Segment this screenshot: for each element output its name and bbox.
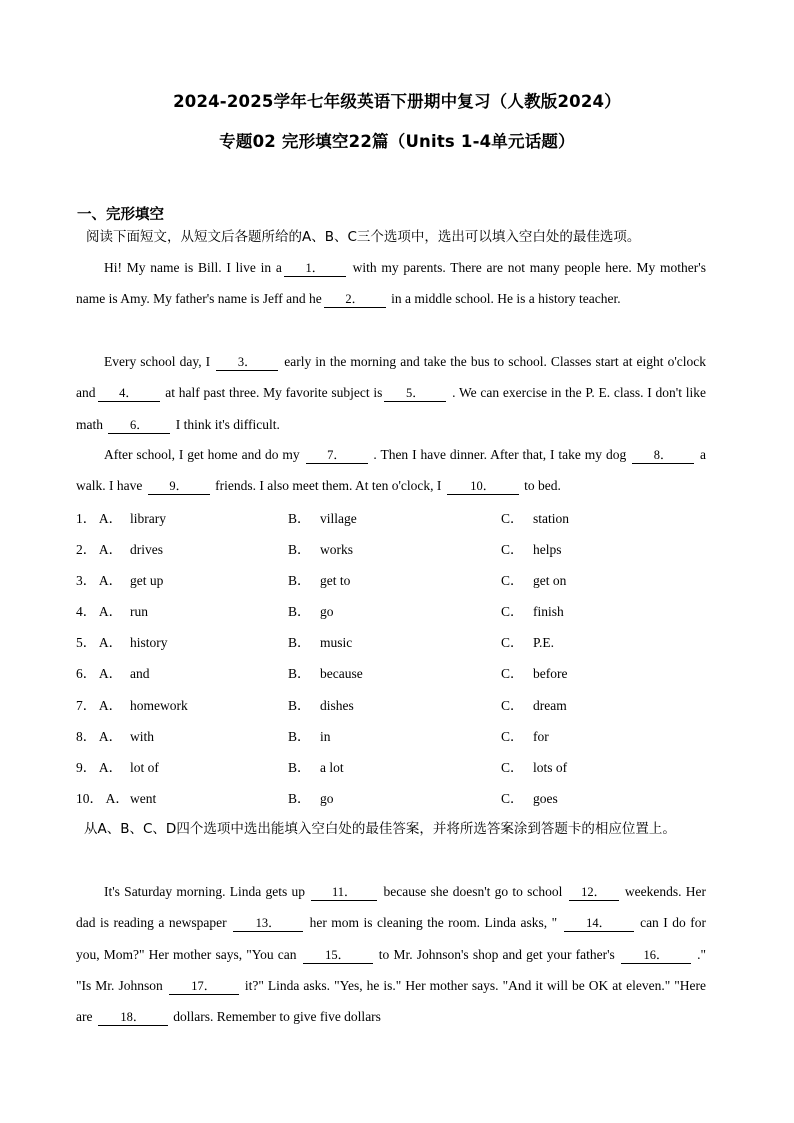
answer-blank[interactable]: 9． bbox=[148, 478, 210, 495]
answer-blank[interactable]: 17． bbox=[169, 978, 239, 995]
question-row bbox=[76, 534, 716, 565]
answer-blank[interactable]: 11． bbox=[311, 884, 377, 901]
question-row bbox=[76, 596, 716, 627]
question-number: 4． A． bbox=[76, 604, 123, 620]
passage-text: a walk. I have bbox=[76, 447, 706, 494]
option-b[interactable]: works bbox=[320, 542, 353, 558]
answer-blank[interactable]: 6． bbox=[108, 417, 170, 434]
passage-text: at half past three. My favorite subject is bbox=[161, 385, 383, 401]
page-subtitle: 专题02 完形填空22篇（Units 1-4单元话题） bbox=[219, 132, 575, 151]
passage-text: It's Saturday morning. Linda gets up bbox=[104, 884, 310, 899]
option-letter: C． bbox=[501, 666, 524, 682]
passage-text: early in the morning and take the bus to school. Classes start at eight o'clock and bbox=[76, 354, 707, 401]
passage-text: to Mr. Johnson's shop and get your father's bbox=[374, 946, 619, 962]
option-b[interactable]: go bbox=[320, 604, 334, 620]
option-b[interactable]: village bbox=[320, 511, 357, 526]
passage-text: Every school day, I bbox=[104, 354, 215, 369]
instruction-text: 从A、B、C、D四个选项中选出能填入空白处的最佳答案，并将所选答案涂到答题卡的相应位置上。 bbox=[84, 821, 676, 837]
passage-paragraph bbox=[76, 876, 706, 1032]
option-letter: C． bbox=[501, 542, 524, 558]
option-letter: C． bbox=[501, 697, 524, 713]
option-letter: B． bbox=[288, 573, 311, 589]
option-letter: B． bbox=[288, 635, 311, 651]
option-letter: C． bbox=[501, 511, 524, 526]
question-row bbox=[76, 565, 716, 596]
option-letter: B． bbox=[288, 728, 311, 744]
option-a[interactable]: went bbox=[130, 790, 157, 806]
answer-blank[interactable]: 2． bbox=[324, 291, 386, 308]
question-number: 1． A． bbox=[76, 511, 123, 526]
answer-blank[interactable]: 16． bbox=[621, 947, 691, 964]
option-letter: C． bbox=[501, 790, 524, 806]
passage-text: . We can exercise in the P. E. class. I don't like math bbox=[76, 385, 706, 432]
option-a[interactable]: get up bbox=[130, 573, 164, 589]
option-c[interactable]: get on bbox=[533, 573, 567, 589]
passage-text: friends. I also meet them. At ten o'clock, I bbox=[211, 478, 445, 494]
option-a[interactable]: lot of bbox=[130, 759, 159, 775]
option-c[interactable]: lots of bbox=[533, 759, 568, 775]
option-letter: C． bbox=[501, 759, 524, 775]
option-letter: B． bbox=[288, 511, 311, 526]
option-c[interactable]: goes bbox=[533, 790, 558, 806]
answer-blank[interactable]: 10． bbox=[447, 478, 519, 495]
passage-text: Hi! My name is Bill. I live in a bbox=[104, 260, 282, 275]
question-row bbox=[76, 721, 716, 752]
option-c[interactable]: before bbox=[533, 666, 568, 682]
question-options bbox=[76, 503, 716, 814]
passage-text: After school, I get home and do my bbox=[104, 447, 304, 462]
passage-text: to bed. bbox=[520, 478, 561, 494]
option-b[interactable]: get to bbox=[320, 573, 351, 589]
option-letter: B． bbox=[288, 542, 311, 558]
option-c[interactable]: P.E. bbox=[533, 635, 555, 651]
question-row bbox=[76, 658, 716, 689]
question-number: 9． A． bbox=[76, 759, 123, 775]
answer-blank[interactable]: 1． bbox=[284, 260, 346, 277]
passage-text: with my parents. There are not many people here. My mother's name is Amy. My father's name is Jeff and he bbox=[76, 260, 706, 307]
page-title: 2024-2025学年七年级英语下册期中复习（人教版2024） bbox=[173, 92, 621, 111]
option-letter: B． bbox=[288, 604, 311, 620]
option-a[interactable]: history bbox=[130, 635, 168, 651]
passage-paragraph bbox=[76, 346, 706, 440]
option-a[interactable]: with bbox=[130, 728, 155, 744]
option-b[interactable]: dishes bbox=[320, 697, 354, 713]
passage-text: ." "Is Mr. Johnson bbox=[76, 946, 706, 993]
option-letter: B． bbox=[288, 790, 311, 806]
option-a[interactable]: and bbox=[130, 666, 150, 682]
option-b[interactable]: because bbox=[320, 666, 363, 682]
passage-text: can I do for you, Mom?" Her mother says, "You can bbox=[76, 915, 706, 962]
passage-text: . Then I have dinner. After that, I take my dog bbox=[369, 447, 631, 462]
passage-paragraph bbox=[76, 439, 706, 502]
option-c[interactable]: station bbox=[533, 511, 569, 526]
option-letter: B． bbox=[288, 666, 311, 682]
passage-text: her mom is cleaning the room. Linda asks, " bbox=[305, 915, 562, 931]
option-letter: C． bbox=[501, 635, 524, 651]
option-c[interactable]: helps bbox=[533, 542, 562, 558]
question-number: 5． A． bbox=[76, 635, 123, 651]
question-row bbox=[76, 690, 716, 721]
question-number: 8． A． bbox=[76, 728, 123, 744]
option-letter: B． bbox=[288, 759, 311, 775]
question-row bbox=[76, 783, 716, 814]
instruction-text: 阅读下面短文，从短文后各题所给的A、B、C三个选项中，选出可以填入空白处的最佳选项。 bbox=[86, 229, 641, 245]
answer-blank[interactable]: 5． bbox=[384, 385, 446, 402]
passage-text: because she doesn't go to school bbox=[379, 884, 567, 899]
option-c[interactable]: dream bbox=[533, 697, 567, 713]
passage-text: I think it's difficult. bbox=[172, 416, 280, 432]
option-b[interactable]: music bbox=[320, 635, 353, 651]
answer-blank[interactable]: 3． bbox=[216, 354, 278, 371]
passage-text: it?" Linda asks. "Yes, he is." Her mother says. "And it will be OK at eleven." "Here are bbox=[76, 977, 706, 1025]
question-number: 6． A． bbox=[76, 666, 123, 682]
question-row bbox=[76, 752, 716, 783]
option-c[interactable]: for bbox=[533, 728, 549, 744]
option-a[interactable]: drives bbox=[130, 542, 163, 558]
question-number: 7． A． bbox=[76, 697, 123, 713]
section-heading: 一、完形填空 bbox=[77, 207, 164, 223]
question-row bbox=[76, 503, 716, 534]
option-b[interactable]: go bbox=[320, 790, 334, 806]
answer-blank[interactable]: 13． bbox=[233, 915, 303, 932]
question-number: 2． A． bbox=[76, 542, 123, 558]
question-number: 10． A． bbox=[76, 790, 129, 806]
answer-blank[interactable]: 7． bbox=[306, 447, 368, 464]
answer-blank[interactable]: 8． bbox=[632, 447, 694, 464]
option-a[interactable]: run bbox=[130, 604, 148, 620]
answer-blank[interactable]: 12． bbox=[569, 884, 619, 901]
option-c[interactable]: finish bbox=[533, 604, 564, 620]
answer-blank[interactable]: 15． bbox=[303, 947, 373, 964]
option-a[interactable]: homework bbox=[130, 697, 188, 713]
option-b[interactable]: a lot bbox=[320, 759, 344, 775]
question-number: 3． A． bbox=[76, 573, 123, 589]
passage-paragraph bbox=[76, 252, 706, 315]
passage-text: dollars. Remember to give five dollars bbox=[169, 1009, 381, 1025]
answer-blank[interactable]: 14． bbox=[564, 915, 634, 932]
option-letter: C． bbox=[501, 728, 524, 744]
option-b[interactable]: in bbox=[320, 728, 331, 744]
option-a[interactable]: library bbox=[130, 511, 166, 526]
question-row bbox=[76, 627, 716, 658]
option-letter: C． bbox=[501, 604, 524, 620]
passage-text: weekends. Her dad is reading a newspaper bbox=[76, 884, 706, 931]
answer-blank[interactable]: 18． bbox=[98, 1009, 168, 1026]
passage-text: in a middle school. He is a history teacher. bbox=[387, 291, 621, 307]
option-letter: B． bbox=[288, 697, 311, 713]
option-letter: C． bbox=[501, 573, 524, 589]
answer-blank[interactable]: 4． bbox=[98, 385, 160, 402]
